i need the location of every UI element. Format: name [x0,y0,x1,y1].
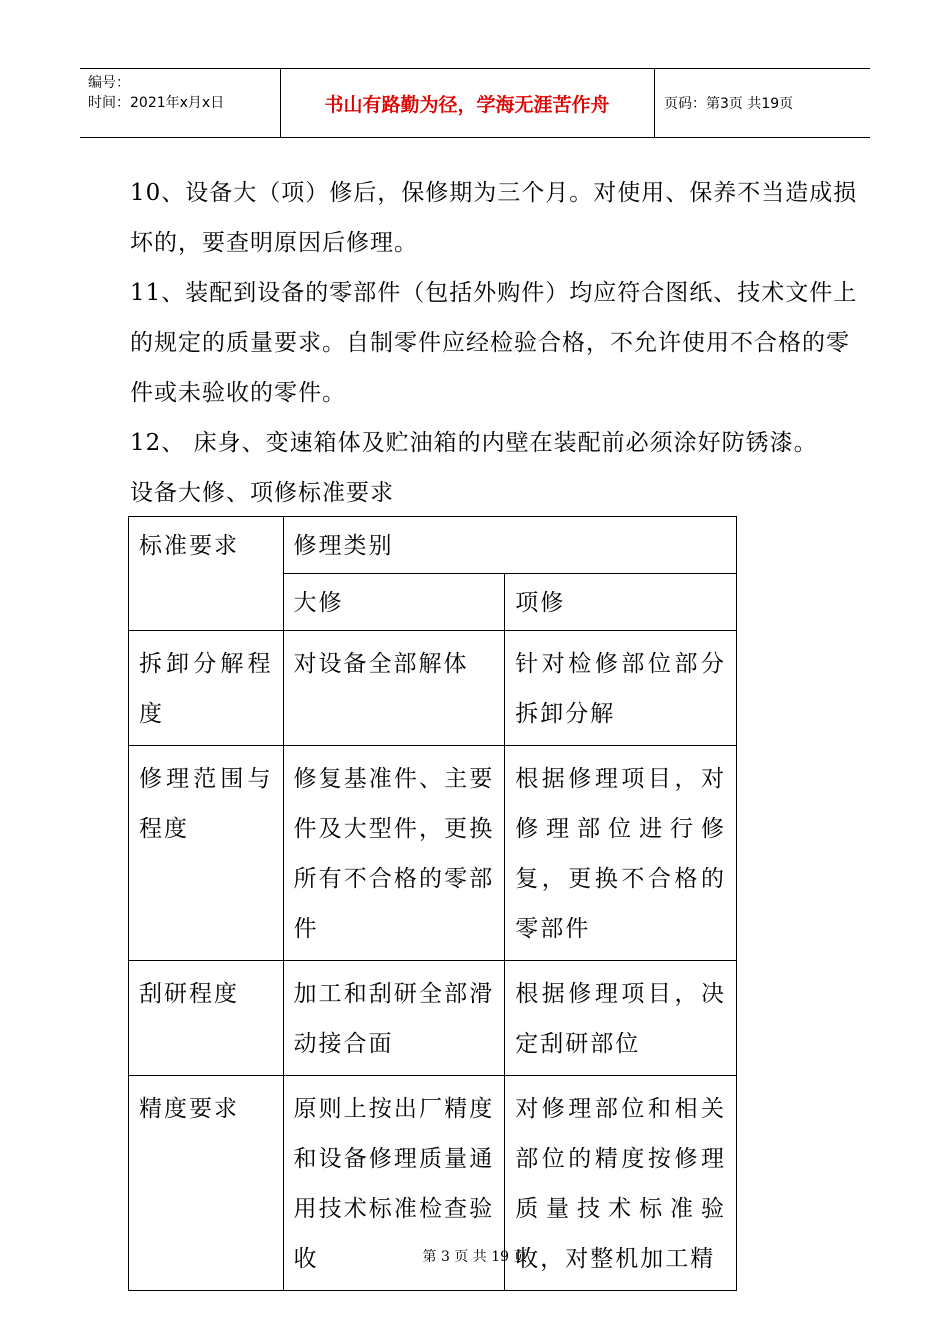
table-row [129,746,737,961]
item-repair-cell: 针对检修部位部分拆卸分解 [505,631,737,746]
column-header-major: 大修 [283,574,505,631]
code-label: 编号： [88,75,130,91]
header-divider [654,69,655,137]
table-caption: 设备大修、项修标准要求 [130,480,394,506]
row-label: 精度要求 [129,1076,284,1291]
page-footer: 第 3 页 共 19 页 [422,1249,528,1265]
table-row [129,961,737,1076]
row-label: 拆卸分解程度 [129,631,284,746]
paragraph-12: 12、 床身、变速箱体及贮油箱的内壁在装配前必须涂好防锈漆。 [130,430,818,456]
page-header [80,68,870,138]
group-header-cell: 修理类别 [283,517,737,574]
body-text [130,168,862,518]
time-label: 时间：2021年x月x日 [88,95,225,111]
column-header-item: 项修 [505,574,737,631]
header-motto: 书山有路勤为径，学海无涯苦作舟 [324,93,610,116]
table-header-row [129,517,737,574]
row-label: 修理范围与程度 [129,746,284,961]
item-repair-cell: 根据修理项目，对修理部位进行修复，更换不合格的零部件 [505,746,737,961]
major-repair-cell: 加工和刮研全部滑动接合面 [283,961,505,1076]
repair-standards-table [128,516,737,1291]
table-row [129,631,737,746]
paragraph-11: 11、装配到设备的零部件（包括外购件）均应符合图纸、技术文件上的规定的质量要求。自制零件应经检验合格，不允许使用不合格的零件或未验收的零件。 [130,280,858,406]
header-page-info: 页码：第3页 共19页 [664,96,794,112]
header-meta [88,73,224,113]
item-repair-cell: 对修理部位和相关部位的精度按修理质量技术标准验收，对整机加工精 [505,1076,737,1291]
paragraph-10: 10、设备大（项）修后，保修期为三个月。对使用、保养不当造成损坏的，要查明原因后修理。 [130,180,858,256]
item-repair-cell: 根据修理项目，决定刮研部位 [505,961,737,1076]
corner-cell: 标准要求 [129,517,284,631]
major-repair-cell: 对设备全部解体 [283,631,505,746]
row-label: 刮研程度 [129,961,284,1076]
major-repair-cell: 原则上按出厂精度和设备修理质量通用技术标准检查验收 [283,1076,505,1291]
major-repair-cell: 修复基准件、主要件及大型件，更换所有不合格的零部件 [283,746,505,961]
